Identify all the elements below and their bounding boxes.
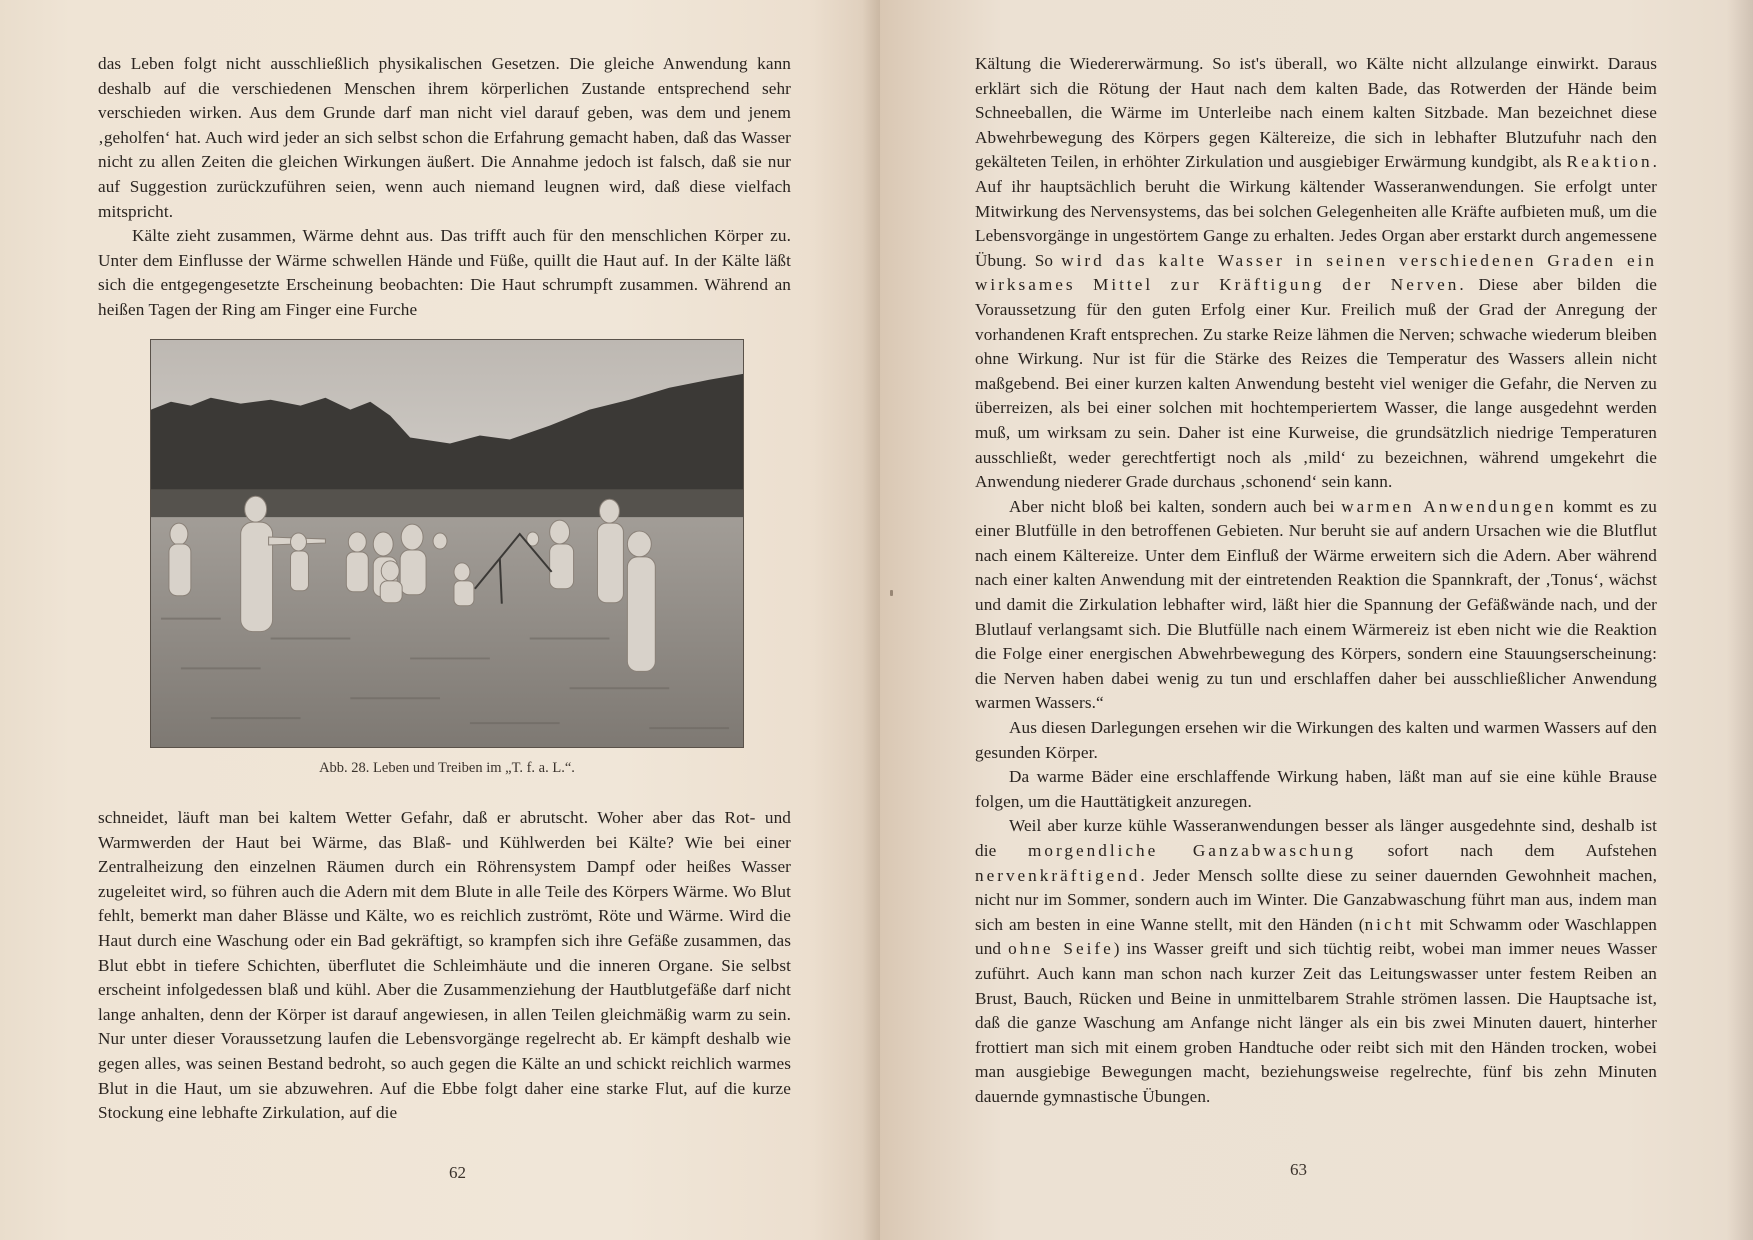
text-run: . Auf ihr hauptsächlich beruht die Wirkung kältender Wasseranwendungen. Sie erfolgt unter Mitwirkung des Nervensystems, das bei solchen Gelegenheiten alle Kräfte aufbieten muß, um die Lebensvorgänge in ungestörtem Gange zu erhalten. Jedes Organ aber erstarkt durch angemessene Übung. So: [975, 152, 1657, 270]
paragraph: [975, 716, 1657, 765]
emphasized-text: Reaktion: [1566, 152, 1653, 172]
text-run: Da warme Bäder eine erschlaffende Wirkung haben, läßt man auf sie eine kühle Brause folgen, um die Hauttätigkeit anzuregen.: [975, 767, 1657, 811]
emphasized-text: ohne Seife: [1008, 939, 1114, 959]
left-page-bottom-text: [98, 806, 791, 1126]
paragraph: [975, 765, 1657, 814]
shore: [151, 489, 743, 519]
text-run: sofort nach dem Aufstehen: [1356, 841, 1657, 860]
text-run: . Diese aber bilden die Voraussetzung für den guten Erfolg einer Kur. Freilich muß der Grad der Anregung der vorhandenen Kraft entsprechen. Zu starke Reize lähmen die Nerven; schwache wiederum bleiben ohne Wirkung. Nur ist für die Stärke des Reizes die Temperatur des Wassers allein nicht maßgebend. Bei einer kurzen kalten Anwendung besteht viel weniger die Gefahr, die Nerven zu überreizen, als bei einer solchen mit hochtemperiertem Wasser, die lange ausgedehnt werden muß, um wirksam zu sein. Daher ist eine Kurweise, die grundsätzlich niedrige Temperaturen ausschließt, weder gerechtfertigt noch als ‚mild‘ zu bezeichnen, während umgekehrt die Anwendung niederer Grade durchaus ‚schonend‘ sein kann.: [975, 275, 1657, 492]
text-run: Aber nicht bloß bei kalten, sondern auch bei: [1009, 496, 1342, 516]
page-number-left: 62: [449, 1163, 466, 1182]
left-page-top-text: [98, 52, 791, 323]
text-run: Weil aber kurze kühle Wasseranwendungen besser als länger ausgedehnte sind, deshalb ist die: [975, 816, 1657, 860]
emphasized-text: wird das kalte Wasser in seinen verschiedenen Graden ein wirksames Mittel zur Kräftigung der Nerven: [975, 250, 1657, 295]
text-run: Aus diesen Darlegungen ersehen wir die Wirkungen des kalten und warmen Wassers auf den gesunden Körper.: [975, 718, 1657, 762]
paper-speck: [890, 590, 893, 596]
right-page: [880, 0, 1753, 1240]
text-run: ) ins Wasser greift und sich tüchtig reibt, wobei man immer neues Wasser zuführt. Auch kann man schon nach kurzer Zeit das Leitungswasser unter festem Reiben an Brust, Bauch, Rücken und Beine in unmittelbarem Strahle strömen lassen. Die Hauptsache ist, daß die ganze Waschung am Anfange nicht länger als ein bis zwei Minuten dauert, hinterher frottiert man sich mit einem groben Handtuche oder reibt sich mit den Händen trocken, wobei man ausgiebige Bewegungen macht, beziehungsweise regelrechte, fünf bis zehn Minuten dauernde gymnastische Übungen.: [975, 939, 1657, 1106]
emphasized-text: morgendliche Ganzabwaschung: [1028, 841, 1357, 860]
text-run: . Jeder Mensch sollte diese zu seiner dauernden Gewohnheit machen, nicht nur im Sommer, sondern auch im Winter. Die Ganzabwaschung führt man aus, indem man sich am besten in eine Wanne stellt, mit den Händen (: [975, 865, 1657, 934]
paragraph: [975, 814, 1657, 1109]
text-run: kommt es zu einer Blutfülle in den betroffenen Gebieten. Nur beruht sie auf andern Ursachen wie die Blutflut nach einem Kältereize. Unter dem Einfluß der Wärme erweitern sich die Adern. Aber während nach einer kalten Anwendung mit der eintretenden Reaktion die Spannkraft, der ‚Tonus‘, wächst und damit die Zirkulation lebhafter wird, läßt hier die Spannung der Gefäßwände nach, und der Blutlauf verlangsamt sich. Die Blutfülle nach einem Wärmereiz ist eben nicht wie die Reaktion die Folge einer energischen Abwehrbewegung des Körpers, sondern eine Stauungserscheinung: die Nerven haben dabei wenig zu tun und erschlaffen daher bei ausschließlicher Anwendung warmen Wassers.“: [975, 496, 1657, 713]
paragraph: Kälte zieht zusammen, Wärme dehnt aus. Das trifft auch für den menschlichen Körper zu. Unter dem Einflusse der Wärme schwellen Hände und Füße, quillt die Haut auf. In der Kälte läßt sich die entgegengesetzte Erscheinung beobachten: Die Haut schrumpft zusammen. Während an heißen Tagen der Ring am Finger eine Furche: [98, 226, 791, 319]
paragraph: schneidet, läuft man bei kaltem Wetter Gefahr, daß er abrutscht. Woher aber das Rot- und Warmwerden der Haut bei Wärme, das Blaß- und Kühlwerden bei Kälte? Wie bei einer Zentralheizung den einzelnen Räumen durch ein Röhrensystem Dampf oder heißes Wasser zugeleitet wird, so führen auch die Adern mit dem Blute in alle Teile des Körpers Wärme. Wo Blut fehlt, bemerkt man daher Blässe und Kälte, wo es reichlich zuströmt, Röte und Wärme. Wird die Haut durch eine Waschung oder ein Bad gekräftigt, so krampfen sich ihre Gefäße zusammen, das Blut ebbt in tiefere Schichten, überflutet die Schleimhäute und die inneren Organe. Sie selbst erscheint infolgedessen blaß und kühl. Aber die Zusammenziehung der Hautblutgefäße darf nicht lange anhalten, denn der Körper ist darauf angewiesen, in allen Teilen gleichmäßig warm zu sein. Nur unter dieser Voraussetzung laufen die Lebensvorgänge regelrecht ab. Er kämpft deshalb wie gegen alles, was seinen Bestand bedroht, so auch gegen die Kälte an und schickt reichlich warmes Blut in die Haut, um sie abzuwehren. Auf die Ebbe folgt daher eine starke Flut, auf die kurze Stockung eine lebhafte Zirkulation, auf die: [98, 808, 791, 1123]
bathing-lake-photo: [150, 339, 744, 748]
paragraph: das Leben folgt nicht ausschließlich physikalischen Gesetzen. Die gleiche Anwendung kann deshalb auf die verschiedenen Menschen ihrem körperlichen Zustande entsprechend sehr verschieden wirken. Aus dem Grunde darf man nicht viel darauf geben, was dem und jenem ‚geholfen‘ hat. Auch wird jeder an sich selbst schon die Erfahrung gemacht haben, daß das Wasser nicht zu allen Zeiten die gleichen Wirkungen äußert. Die Annahme jedoch ist falsch, daß sie nur auf Suggestion zurückzuführen seien, wenn auch niemand leugnen wird, daß diese vielfach mitspricht.: [98, 54, 791, 221]
figure-caption: Abb. 28. Leben und Treiben im „T. f. a. L.“.: [319, 760, 575, 776]
emphasized-text: warmen Anwendungen: [1341, 496, 1557, 516]
text-run: mit Schwamm oder Waschlappen und: [975, 914, 1657, 959]
emphasized-text: nicht: [1364, 914, 1414, 934]
page-number-right: 63: [1290, 1160, 1307, 1179]
paragraph: [975, 495, 1657, 716]
text-run: Kältung die Wiedererwärmung. So ist's überall, wo Kälte nicht allzulange einwirkt. Daraus erklärt sich die Rötung der Haut nach dem kalten Bade, das Rotwerden der Hände beim Schneeballen, die Wärme im Unterleibe nach einem kalten Sitzbade. Man bezeichnet diese Abwehrbewegung des Körpers gegen Kältereize, die sich in lebhafter Blutzufuhr nach den gekälteten Teilen, in erhöhter Zirkulation und ausgiebiger Erwärmung kundgibt, als: [975, 54, 1657, 172]
paragraph: [975, 52, 1657, 495]
photo-illustration: [151, 340, 743, 747]
right-page-text: [975, 52, 1657, 1110]
emphasized-text: nervenkräftigend: [975, 865, 1141, 885]
